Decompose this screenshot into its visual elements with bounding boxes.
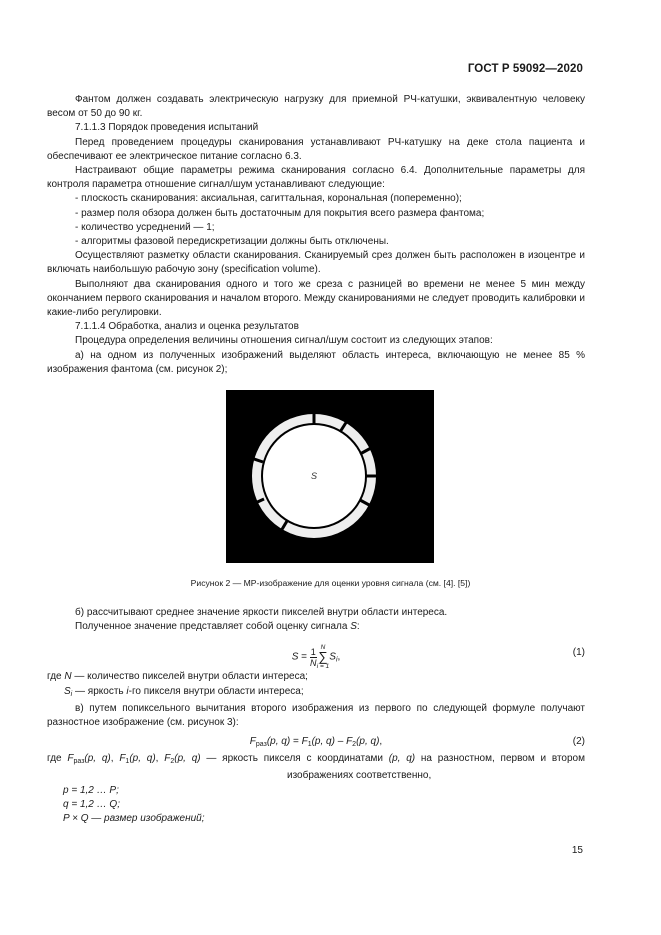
where-si-symbol: S bbox=[64, 685, 71, 697]
where-f-2-args: (p, q) bbox=[174, 753, 201, 765]
paragraph-phantom-load: Фантом должен создавать электрическую нагрузку для приемной РЧ-катушки, эквивалентную человеку весом от 50 до 90 кг. bbox=[47, 94, 585, 120]
where-f-raz: F bbox=[67, 753, 74, 765]
where-f-text-1: — яркость пикселя с координатами bbox=[200, 753, 389, 765]
eq1-lhs: S bbox=[291, 652, 299, 664]
paragraph-two-scans: Выполняют два сканирования одного и того же среза с разницей во времени не менее 5 мин между окончанием первого сканирования и началом второго. Между сканированиями не следует проводить калибровки и какие-либо регулировки. bbox=[47, 278, 585, 319]
eq2-f2: F bbox=[346, 736, 353, 748]
where-si-text-2: -го пикселя внутри области интереса; bbox=[128, 685, 304, 697]
where-si-text-1: — яркость bbox=[72, 685, 127, 697]
eq2-sub-1: 1 bbox=[307, 741, 312, 749]
eq1-sum-sign: ∑ bbox=[318, 649, 328, 665]
where-image-size: P × Q — размер изображений; bbox=[63, 813, 205, 825]
eq2-minus: – bbox=[334, 736, 347, 748]
text-block-upper bbox=[47, 93, 585, 377]
where-f bbox=[47, 752, 585, 783]
eq2-comma: , bbox=[379, 736, 383, 748]
where-ranges bbox=[47, 784, 585, 827]
eq2-equals: = bbox=[290, 736, 302, 748]
where-f-2-sub: 2 bbox=[170, 758, 175, 766]
equation-2 bbox=[47, 732, 585, 752]
where-f-raz-args: (p, q) bbox=[84, 753, 111, 765]
where-q-range: q = 1,2 … Q; bbox=[63, 798, 120, 810]
where-f-raz-sub: раз bbox=[73, 758, 85, 766]
eq1-sum bbox=[317, 644, 329, 670]
where-f-1: F bbox=[119, 753, 126, 765]
list-item-averages: - количество усреднений — 1; bbox=[75, 221, 215, 233]
eq2-f1: F bbox=[301, 736, 308, 748]
equation-1-formula bbox=[47, 644, 585, 670]
list-item-fov: - размер поля обзора должен быть достаточным для покрытия всего размера фантома; bbox=[75, 207, 485, 219]
roi-label: S bbox=[310, 471, 318, 481]
signal-symbol: S bbox=[350, 621, 357, 633]
where-f-1-args: (p, q) bbox=[129, 753, 156, 765]
eq1-equals: = bbox=[298, 652, 310, 664]
where-n bbox=[47, 670, 585, 684]
list-item-phase-oversampling: - алгоритмы фазовой передискретизации должны быть отключены. bbox=[75, 236, 389, 248]
where-si-index: i bbox=[70, 690, 73, 698]
equation-1-number: (1) bbox=[572, 647, 585, 659]
where-f-text-2: на разностном, первом и втором изображениях соответственно, bbox=[287, 753, 585, 782]
equation-1 bbox=[47, 636, 585, 670]
where-n-symbol: N bbox=[64, 671, 72, 683]
eq1-fraction bbox=[310, 647, 317, 668]
figure-mr-image bbox=[226, 390, 434, 563]
where-f-sep-1: , bbox=[110, 753, 120, 765]
equation-2-number: (2) bbox=[572, 736, 585, 748]
paragraph-signal-estimate: Полученное значение представляет собой оценку сигнала S: bbox=[75, 621, 360, 633]
section-7-1-1-4: 7.1.1.4 Обработка, анализ и оценка результатов bbox=[75, 321, 299, 333]
eq1-sum-upper: N bbox=[320, 644, 326, 652]
equation-2-formula bbox=[47, 735, 585, 752]
mr-phantom-image bbox=[226, 390, 434, 563]
paragraph-coil-setup: Перед проведением процедуры сканирования устанавливают РЧ-катушку на деке стола пациента и обеспечивают ее электрическое питание согласно 6.3. bbox=[47, 136, 585, 162]
section-7-1-1-3: 7.1.1.3 Порядок проведения испытаний bbox=[75, 122, 259, 134]
eq2-args-1: (p, q) bbox=[311, 736, 335, 748]
eq2-args-2: (p, q) bbox=[356, 736, 380, 748]
eq1-numerator: 1 bbox=[310, 646, 316, 657]
paragraph-scan-area: Осуществляют разметку области сканирования. Сканируемый срез должен быть расположен в изоцентре и включать наибольшую рабочую зону (specification volume). bbox=[47, 250, 585, 276]
signal-estimate-text: Полученное значение представляет собой оценку сигнала bbox=[75, 621, 351, 633]
page-number: 15 bbox=[571, 845, 583, 856]
eq2-f-raz: F bbox=[249, 736, 256, 748]
eq2-sub-raz: раз bbox=[255, 741, 267, 749]
where-si bbox=[47, 685, 585, 702]
eq2-args-raz: (p, q) bbox=[266, 736, 291, 748]
where-f-prefix: где bbox=[47, 753, 68, 765]
where-f-1-sub: 1 bbox=[125, 758, 130, 766]
paragraph-step-c: в) путем попиксельного вычитания второго изображения из первого по следующей формуле получают разностное изображение (см. рисунок 3): bbox=[47, 702, 585, 729]
where-f-2: F bbox=[164, 753, 171, 765]
list-item-scan-plane: - плоскость сканирования: аксиальная, сагиттальная, корональная (попеременно); bbox=[75, 193, 462, 205]
where-p-range: p = 1,2 … P; bbox=[63, 784, 119, 796]
eq1-term-index: i bbox=[335, 657, 338, 665]
eq1-term: S bbox=[329, 652, 336, 664]
paragraph-step-a: а) на одном из полученных изображений выделяют область интереса, включающую не менее 85 % изображения фантома (см. рисунок 2); bbox=[47, 349, 585, 375]
eq1-comma: , bbox=[337, 652, 341, 664]
where-si-i: i bbox=[126, 685, 129, 697]
paragraph-procedure: Процедура определения величины отношения сигнал/шум состоит из следующих этапов: bbox=[75, 335, 493, 347]
eq1-sum-lower: i = 1 bbox=[316, 663, 330, 671]
eq2-sub-2: 2 bbox=[352, 741, 357, 749]
where-n-prefix: где bbox=[47, 671, 65, 683]
eq1-denominator: N bbox=[310, 657, 317, 668]
paragraph-scan-params: Настраивают общие параметры режима сканирования согласно 6.4. Дополнительные параметры для контроля параметра отношение сигнал/шум устанавливают следующие: bbox=[47, 165, 585, 191]
figure-caption: Рисунок 2 — МР-изображение для оценки уровня сигнала (см. [4]. [5]) bbox=[190, 578, 471, 588]
where-f-sep-2: , bbox=[155, 753, 165, 765]
text-block-lower bbox=[47, 606, 585, 826]
where-f-coords: (p, q) bbox=[388, 753, 416, 765]
standard-header: ГОСТ Р 59092—2020 bbox=[467, 63, 583, 75]
where-n-text: — количество пикселей внутри области интереса; bbox=[71, 671, 308, 683]
paragraph-step-b: б) рассчитывают среднее значение яркости пикселей внутри области интереса. bbox=[75, 607, 448, 618]
